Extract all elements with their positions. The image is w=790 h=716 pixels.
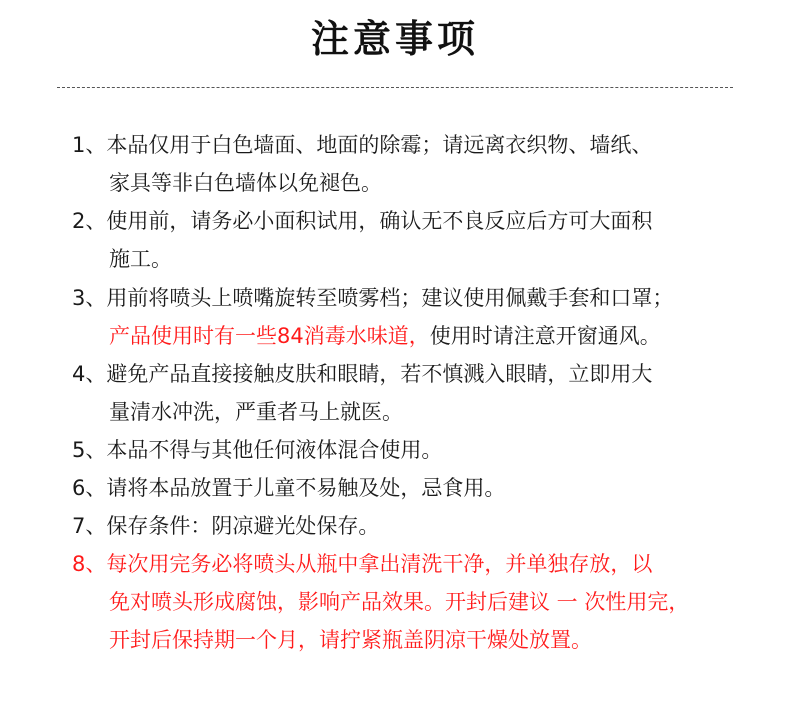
note-6-line-1: 6、请将本品放置于儿童不易触及处，忌食用。 [72, 476, 506, 500]
note-5-line-1: 5、本品不得与其他任何液体混合使用。 [72, 438, 443, 462]
note-7-line-1: 7、保存条件：阴凉避光处保存。 [72, 514, 380, 538]
note-1-line-2: 家具等非白色墙体以免褪色。 [109, 171, 382, 195]
note-2-line-1: 2、使用前，请务必小面积试用，确认无不良反应后方可大面积 [72, 209, 653, 233]
note-3-line-1: 3、用前将喷头上喷嘴旋转至喷雾档；建议使用佩戴手套和口罩； [72, 286, 674, 310]
note-1-line-1: 1、本品仅用于白色墙面、地面的除霉；请远离衣织物、墙纸、 [72, 133, 653, 157]
page-title: 注意事项 [310, 17, 479, 61]
note-3-line-2 [109, 321, 661, 351]
note-2-line-2: 施工。 [109, 247, 172, 271]
note-3-warning-text: 产品使用时有一些84消毒水味道， [109, 324, 430, 348]
note-8-line-2: 免对喷头形成腐蚀，影响产品效果。开封后建议 一 次性用完， [109, 590, 690, 614]
note-4-line-2: 量清水冲洗，严重者马上就医。 [109, 400, 403, 424]
note-8-line-1: 8、每次用完务必将喷头从瓶中拿出清洗干净，并单独存放，以 [72, 552, 653, 576]
note-4-line-1: 4、避免产品直接接触皮肤和眼睛，若不慎溅入眼睛，立即用大 [72, 362, 653, 386]
note-3-line-2-text: 使用时请注意开窗通风。 [429, 324, 661, 348]
note-8-line-3: 开封后保持期一个月，请拧紧瓶盖阴凉干燥处放置。 [109, 628, 592, 652]
dashed-divider [57, 87, 733, 88]
